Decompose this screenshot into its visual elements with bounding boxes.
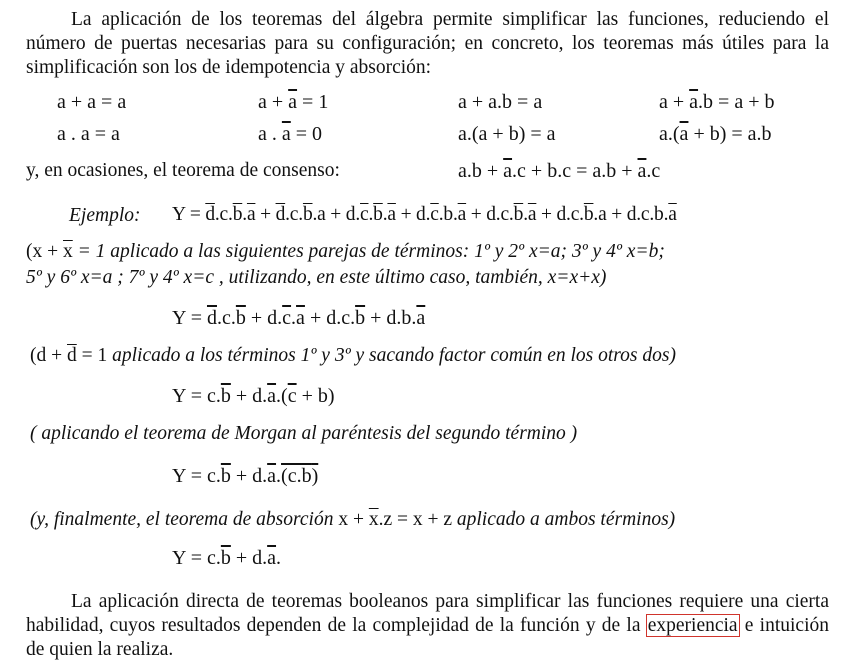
consensus-formula: $a.b + \overline{a}.c + b.c = a.b + \overline{a}.c$ (458, 160, 661, 182)
absorption-complement-sum: $a + \overline{a}.b = a + b$ (659, 91, 775, 113)
example-label: Ejemplo: (69, 205, 141, 226)
example-formula: $Y = \overline{d}.c.\overline{b}.\overline{a} + \overline{d}.c.\overline{b}.a + d.\overline{c}.\overline{b}.\overline{a} + d.\overline{c}.b.\overline{a} + d.c.\overline{b}.\overline{a} + d.c.\overline{b}.a + d.c.b.\overline{a}$ (172, 204, 677, 225)
idempotence-sum: a + a = a (57, 91, 127, 113)
note-factor: ($d + \overline{d} = 1$ aplicado a los términos 1º y 3º y sacando factor común en los otros dos) (30, 345, 676, 366)
step2-formula: $Y = c.\overline{b} + d.\overline{a}.(\overline{c} + b)$ (172, 385, 335, 407)
step3-formula: $Y = c.\overline{b} + d.\overline{a}.(c.b)$ (172, 465, 319, 487)
complement-sum: $a + \overline{a} = 1$ (258, 91, 329, 113)
absorption-sum: a + a.b = a (458, 91, 543, 113)
note-morgan: ( aplicando el teorema de Morgan al paréntesis del segundo término ) (30, 423, 578, 444)
note-complement-pairs-cont: 5º y 6º x=a ; 7º y 4º x=c , utilizando, en este último caso, también, x=x+x) (26, 267, 607, 288)
idempotence-product: a . a = a (57, 123, 120, 145)
consensus-label: y, en ocasiones, el teorema de consenso: (26, 160, 340, 181)
absorption-product: a.(a + b) = a (458, 123, 556, 145)
intro-paragraph: La aplicación de los teoremas del álgebra permite simplificar las funciones, reduciendo el número de puertas necesarias para su configuración; en concreto, los teoremas más útiles para la simplificación son los de idempotencia y absorción: (26, 9, 829, 78)
closing-paragraph: La aplicación directa de teoremas booleanos para simplificar las funciones requiere una cierta habilidad, cuyos resultados dependen de la complejidad de la función y de la experiencia e intuición de quien la realiza. (26, 591, 829, 660)
step1-formula: $Y = \overline{d}.c.\overline{b} + d.\overline{c}.\overline{a} + d.c.\overline{b} + d.b.\overline{a}$ (172, 307, 426, 329)
absorption-complement-product: $a.(\overline{a} + b) = a.b$ (659, 123, 772, 145)
step4-formula: $Y = c.\overline{b} + d.\overline{a}$. (172, 547, 282, 569)
note-complement-pairs: ($x + \overline{x} = 1$ aplicado a las siguientes parejas de términos: 1º y 2º x=a; 3º y 4º x=b; (26, 241, 665, 262)
complement-product: a . $\overline{a} = 0$ (258, 123, 323, 145)
highlighted-word: experiencia (647, 615, 738, 636)
note-absorption: (y, finalmente, el teorema de absorción $x + \overline{x}.z = x + z$ aplicado a ambos términos) (30, 509, 676, 530)
